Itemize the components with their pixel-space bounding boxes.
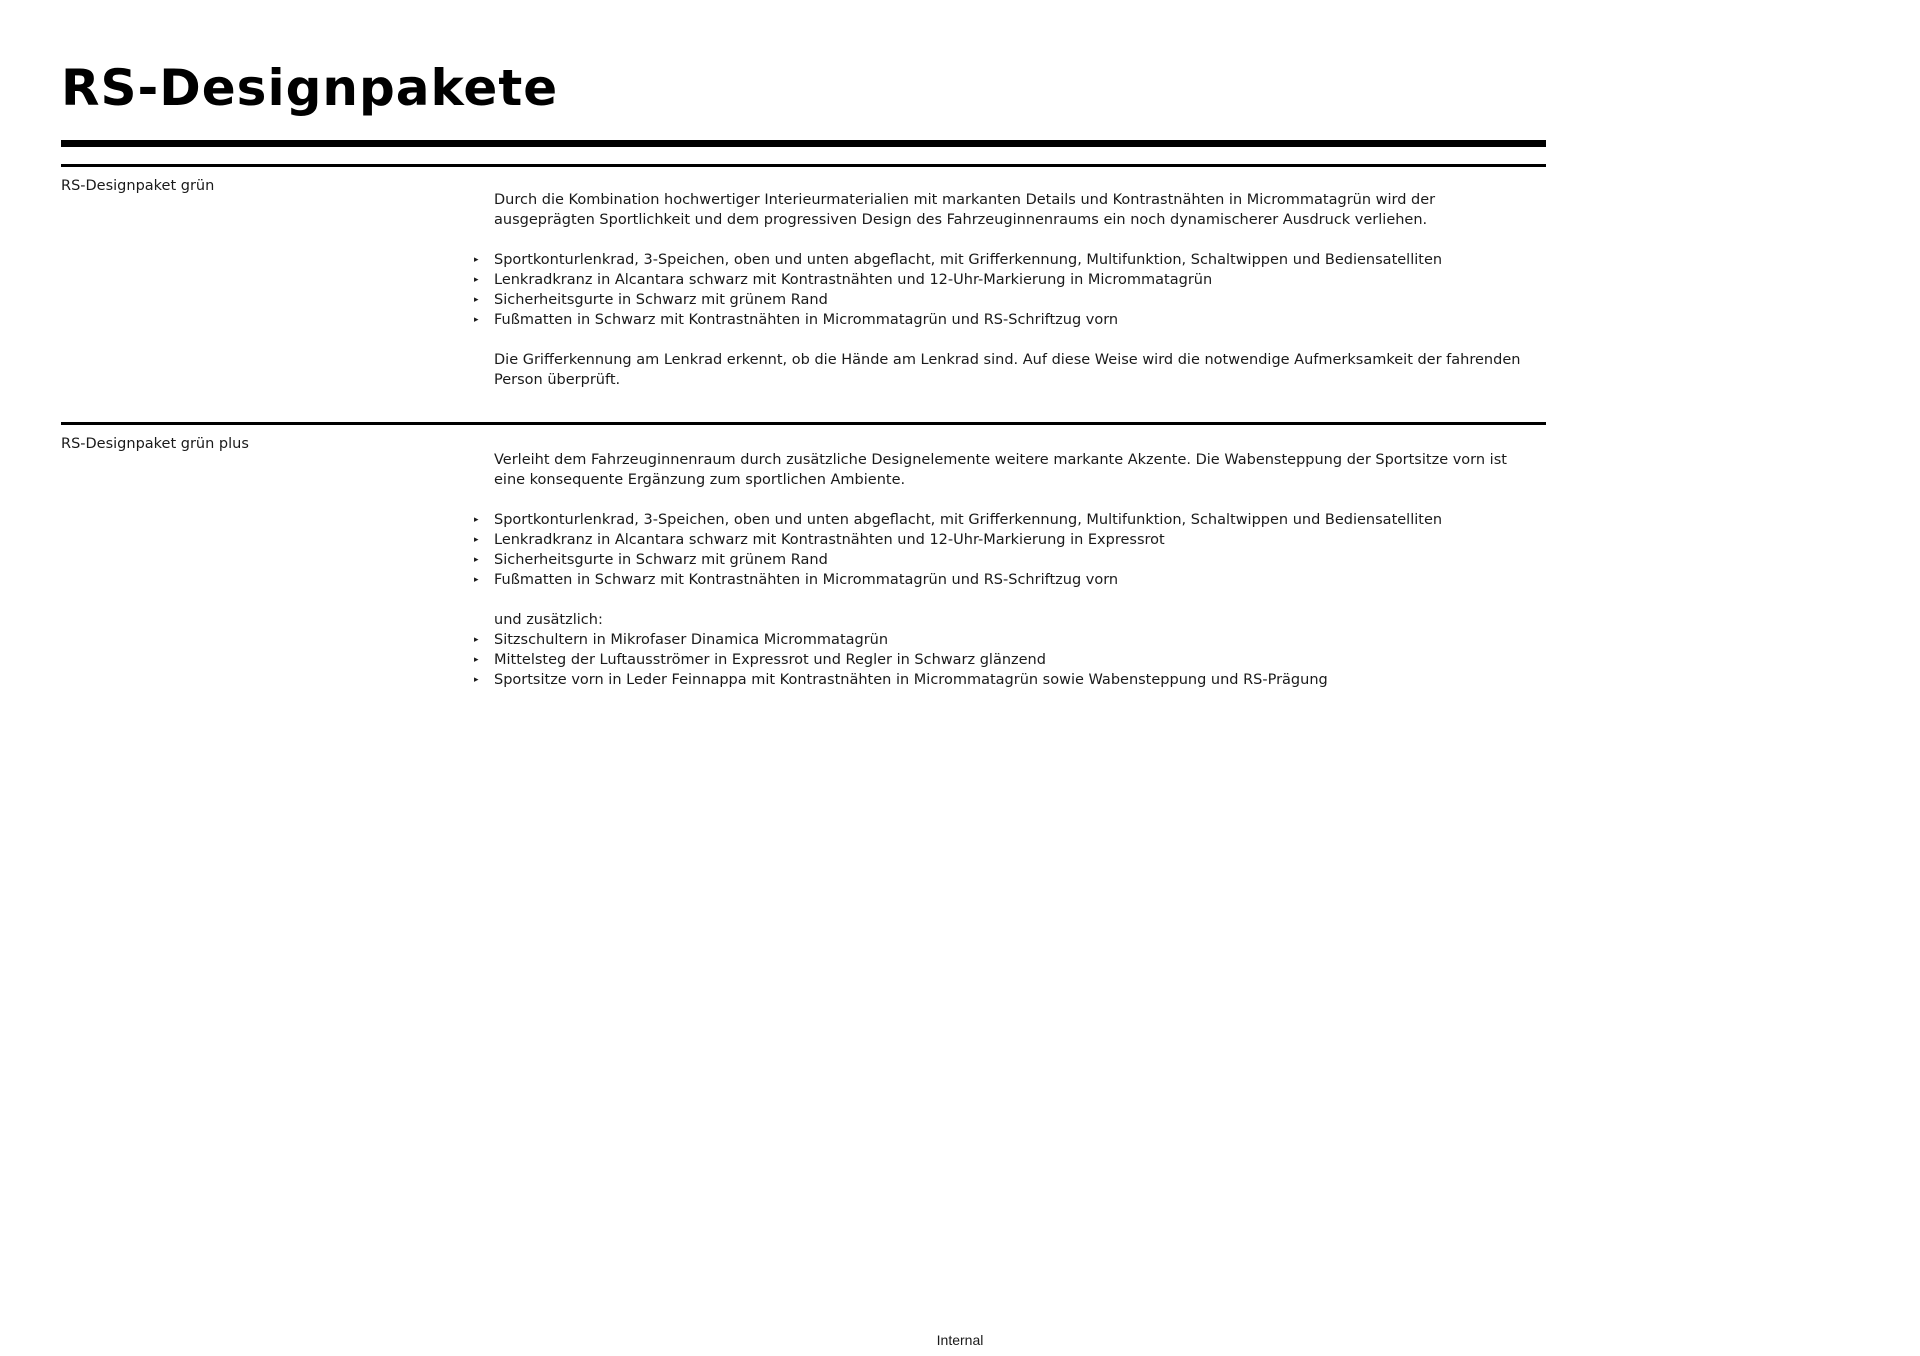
list-item: ▸ Sportkonturlenkrad, 3-Speichen, oben und unten abgeflacht, mit Grifferkennung, Multifunktion, Schaltwippen und Bediensatelliten	[474, 512, 1443, 528]
list-item: ▸ Mittelsteg der Luftausströmer in Expressrot und Regler in Schwarz glänzend	[474, 652, 1046, 668]
extra-feature-list	[474, 630, 1534, 690]
feature-list	[474, 510, 1534, 590]
bullet-triangle-icon: ▸	[474, 555, 479, 565]
section-label: RS-Designpaket grün plus	[61, 436, 249, 452]
section-divider	[61, 422, 1546, 425]
section-rs-designpaket-gruen-plus	[61, 422, 1546, 702]
bullet-triangle-icon: ▸	[474, 515, 479, 525]
bullet-triangle-icon: ▸	[474, 635, 479, 645]
list-item: ▸ Sitzschultern in Mikrofaser Dinamica Micrommatagrün	[474, 632, 889, 648]
bullet-triangle-icon: ▸	[474, 315, 479, 325]
bullet-triangle-icon: ▸	[474, 275, 479, 285]
section-body	[474, 190, 1534, 390]
section-label: RS-Designpaket grün	[61, 178, 215, 194]
list-item: ▸ Lenkradkranz in Alcantara schwarz mit Kontrastnähten und 12-Uhr-Markierung in Expressrot	[474, 532, 1165, 548]
bullet-triangle-icon: ▸	[474, 575, 479, 585]
bullet-triangle-icon: ▸	[474, 675, 479, 685]
list-item: ▸ Fußmatten in Schwarz mit Kontrastnähten in Micrommatagrün und RS-Schriftzug vorn	[474, 312, 1119, 328]
list-item: ▸ Lenkradkranz in Alcantara schwarz mit Kontrastnähten und 12-Uhr-Markierung in Micrommatagrün	[474, 272, 1213, 288]
list-item: ▸ Sportsitze vorn in Leder Feinnappa mit Kontrastnähten in Micrommatagrün sowie Wabensteppung und RS-Prägung	[474, 672, 1328, 688]
bullet-triangle-icon: ▸	[474, 255, 479, 265]
list-item: ▸ Fußmatten in Schwarz mit Kontrastnähten in Micrommatagrün und RS-Schriftzug vorn	[474, 572, 1119, 588]
feature-list	[474, 250, 1534, 330]
bullet-triangle-icon: ▸	[474, 295, 479, 305]
section-body	[474, 450, 1534, 690]
bullet-triangle-icon: ▸	[474, 655, 479, 665]
list-item: ▸ Sicherheitsgurte in Schwarz mit grünem Rand	[474, 552, 828, 568]
section-note: Die Grifferkennung am Lenkrad erkennt, ob die Hände am Lenkrad sind. Auf diese Weise wird die notwendige Aufmerksamkeit der fahrenden Person überprüft.	[494, 352, 1521, 388]
section-divider	[61, 164, 1546, 167]
extra-label: und zusätzlich:	[494, 612, 603, 628]
list-item: ▸ Sicherheitsgurte in Schwarz mit grünem Rand	[474, 292, 828, 308]
bullet-triangle-icon: ▸	[474, 535, 479, 545]
list-item: ▸ Sportkonturlenkrad, 3-Speichen, oben und unten abgeflacht, mit Grifferkennung, Multifunktion, Schaltwippen und Bediensatelliten	[474, 252, 1443, 268]
section-intro: Verleiht dem Fahrzeuginnenraum durch zusätzliche Designelemente weitere markante Akzente. Die Wabensteppung der Sportsitze vorn ist eine konsequente Ergänzung zum sportlichen Ambiente.	[494, 452, 1507, 488]
title-divider	[61, 140, 1546, 147]
footer-classification: Internal	[936, 1332, 984, 1348]
section-intro: Durch die Kombination hochwertiger Interieurmaterialien mit markanten Details und Kontrastnähten in Micrommatagrün wird der ausgeprägten Sportlichkeit und dem progressiven Design des Fahrzeuginnenraums ein noch dynamischerer Ausdruck verliehen.	[494, 192, 1436, 228]
section-rs-designpaket-gruen	[61, 164, 1546, 404]
page-title: RS-Designpakete	[61, 59, 559, 117]
